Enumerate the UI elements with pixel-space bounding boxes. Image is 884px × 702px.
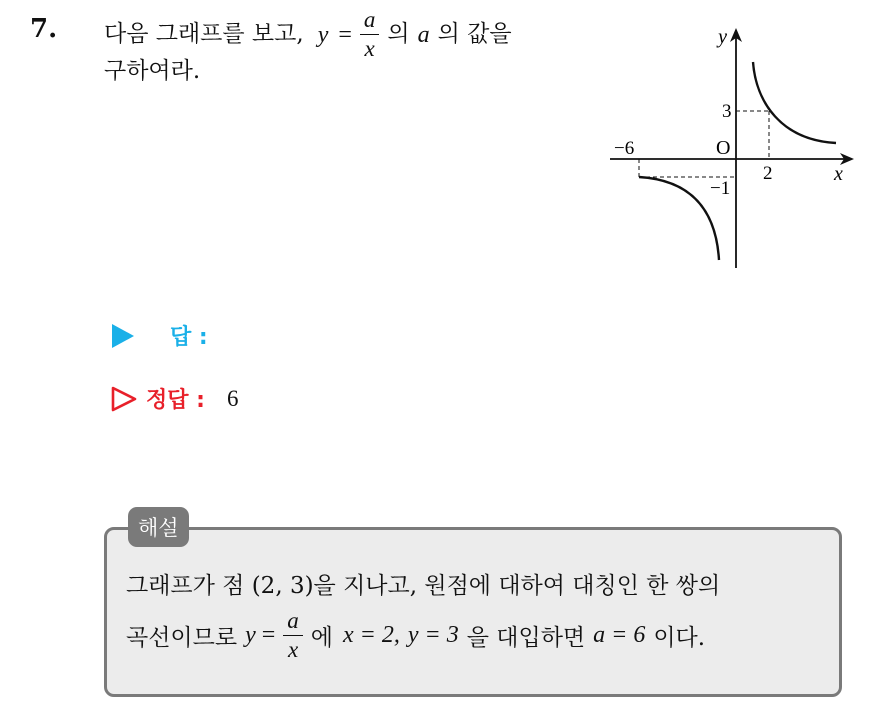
- origin-label: O: [716, 137, 731, 159]
- question-number: 7.: [30, 14, 58, 44]
- explanation-text: 곡선이므로: [126, 625, 238, 652]
- fraction: [360, 8, 380, 61]
- answer-label: 답 :: [170, 325, 208, 350]
- question-text-part: 의 값을: [437, 21, 512, 48]
- condition-x: x = 2,: [343, 622, 400, 649]
- eq-sign: =: [261, 622, 276, 649]
- fraction: [283, 609, 303, 662]
- question-text-part: 의: [387, 21, 410, 48]
- eq-lhs: y: [245, 622, 256, 649]
- fraction-denominator: x: [287, 637, 299, 663]
- tick-label-3: 3: [722, 101, 732, 122]
- result-equation: a = 6: [593, 622, 646, 649]
- correct-answer-row: [110, 383, 238, 414]
- tick-label-2: 2: [763, 163, 773, 184]
- explanation-text: 그래프가 점 (2, 3)을 지나고, 원점에 대하여 대칭인 한 쌍의: [126, 573, 721, 599]
- question-line-2: [104, 60, 200, 83]
- explanation-line-2: [126, 609, 705, 662]
- answer-row: [110, 320, 208, 351]
- question-text: 다음 그래프를 보고,: [104, 21, 304, 48]
- explanation-text: 을 대입하면: [466, 625, 586, 652]
- question-var: a: [417, 21, 430, 48]
- correct-answer-value: 6: [226, 385, 239, 411]
- fraction-denominator: x: [364, 36, 375, 62]
- hyperbola-branch-q1: [753, 62, 836, 143]
- fraction-numerator: a: [283, 609, 303, 636]
- hyperbola-graph: [606, 22, 856, 272]
- explanation-tag: 해설: [128, 507, 189, 547]
- condition-y: y = 3: [407, 622, 459, 649]
- hyperbola-branch-q3: [639, 177, 719, 260]
- eq-lhs: y: [317, 21, 329, 48]
- question-line-1: [104, 8, 512, 61]
- outline-arrow-icon: [110, 385, 138, 413]
- explanation-text: 에: [310, 625, 334, 652]
- eq-sign: =: [338, 21, 352, 48]
- explanation-text: 이다.: [653, 625, 706, 652]
- tick-label-neg6: −6: [614, 138, 635, 159]
- x-axis-label: x: [834, 163, 843, 185]
- question-text: 구하여라.: [104, 58, 201, 84]
- fraction-numerator: a: [360, 8, 380, 35]
- y-axis-label: y: [718, 26, 727, 48]
- tick-label-neg1: −1: [710, 178, 731, 199]
- explanation-line-1: [126, 567, 720, 600]
- play-arrow-icon: [110, 322, 136, 350]
- correct-answer-label: 정답 :: [146, 388, 205, 413]
